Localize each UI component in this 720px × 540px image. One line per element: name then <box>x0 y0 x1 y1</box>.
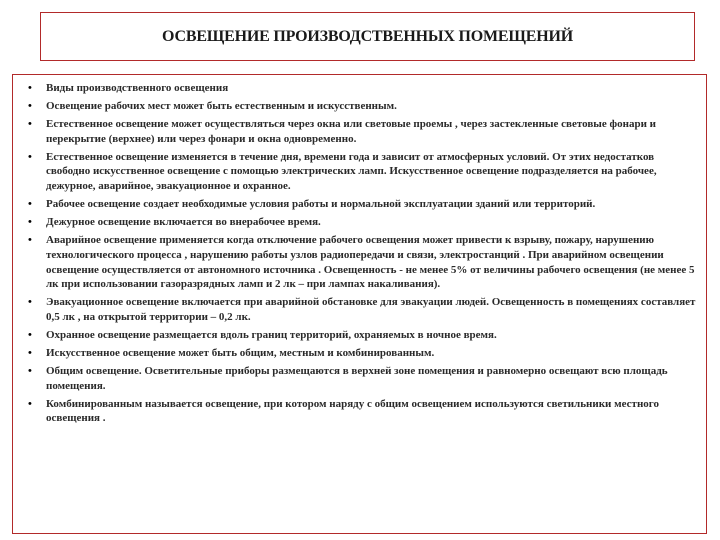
bullet-icon: • <box>28 150 32 163</box>
list-item-text: Освещение рабочих мест может быть естественным и искусственным. <box>46 100 397 113</box>
list-item-text: Естественное освещение может осуществляться через окна или световые проемы , через застекленные световые фонари и перекрытие (верхнее) или через фонари и окна одновременно. <box>46 118 657 145</box>
list-item-text: Виды производственного освещения <box>46 82 229 94</box>
list-item-text: Дежурное освещение включается во внерабочее время. <box>46 216 321 229</box>
list-item <box>13 81 706 96</box>
bullet-list <box>13 81 706 429</box>
bullet-icon: • <box>28 347 32 359</box>
list-item <box>13 215 706 230</box>
list-item-text: Искусственное освещение может быть общим, местным и комбинированным. <box>46 347 435 359</box>
list-item-text: Охранное освещение размещается вдоль границ территорий, охраняемых в ночное время. <box>46 328 497 341</box>
bullet-icon: • <box>28 328 32 341</box>
list-item <box>13 99 706 114</box>
list-item <box>13 328 706 343</box>
list-item <box>13 117 706 146</box>
list-item <box>13 397 706 426</box>
list-item-text: Эвакуационное освещение включается при аварийной обстановке для эвакуации людей. Освещенность в помещениях составляет 0,5 лк , на открытой территории – 0,2 лк. <box>46 296 696 323</box>
list-item <box>13 364 706 393</box>
list-item-text: Комбинированным называется освещение, при котором наряду с общим освещением используются светильники местного освещения . <box>46 397 659 425</box>
bullet-icon: • <box>28 296 32 309</box>
list-item-text: Естественное освещение изменяется в течение дня, времени года и зависит от атмосферных условий. От этих недостатков свободно искусственное освещение с помощью электрических ламп. Искусственное освещение подразделяется на рабочее, дежурное, аварийное, эвакуационное и охранное. <box>46 150 657 193</box>
bullet-icon: • <box>28 100 32 113</box>
list-item-text: Рабочее освещение создает необходимые условия работы и нормальной эксплуатации зданий или территорий. <box>46 198 596 211</box>
title-frame <box>40 12 695 61</box>
bullet-icon: • <box>28 82 32 94</box>
list-item-text: Общим освещение. Осветительные приборы размещаются в верхней зоне помещения и равномерно освещают всю площадь помещения. <box>46 365 668 392</box>
list-item <box>13 233 706 291</box>
bullet-icon: • <box>28 397 32 410</box>
list-item <box>13 346 706 361</box>
bullet-icon: • <box>28 234 32 247</box>
content-frame <box>12 74 707 534</box>
bullet-icon: • <box>28 365 32 378</box>
list-item <box>13 295 706 324</box>
bullet-icon: • <box>28 216 32 229</box>
list-item <box>13 197 706 212</box>
bullet-icon: • <box>28 118 32 131</box>
list-item <box>13 150 706 194</box>
list-item-text: Аварийное освещение применяется когда отключение рабочего освещения может привести к взрыву, пожару, нарушению технологического процесса , нарушению работы узлов радиопередачи и связи, электростанций . При аварийном освещении освещение осуществляется от автономного источника . Освещенность - не менее 5% от величины рабочего освещения (не менее 5 лк при использовании газоразрядных ламп и 2 лк – при лампах накаливания). <box>46 234 695 291</box>
bullet-icon: • <box>28 198 32 211</box>
slide-title: ОСВЕЩЕНИЕ ПРОИЗВОДСТВЕННЫХ ПОМЕЩЕНИЙ <box>162 27 573 45</box>
